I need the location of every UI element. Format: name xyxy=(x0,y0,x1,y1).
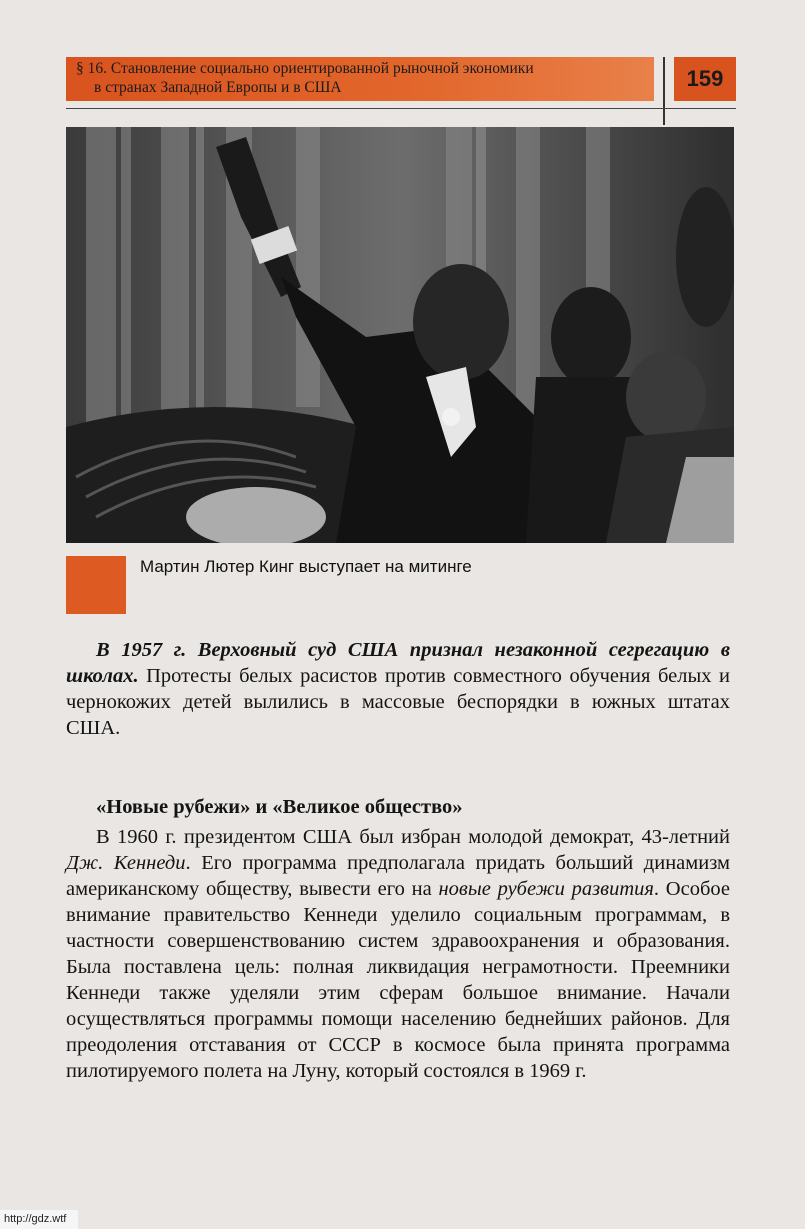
watermark-link[interactable]: http://gdz.wtf xyxy=(0,1210,78,1229)
paragraph-kennedy-part-c: . Особое внимание правительство Кеннеди уделило социальным программам, в частности совершенствованию систем здравоохранения и образования. Была поставлена цель: полная ликвидация неграмотности. Преемники Кеннеди также уделяли этим сферам большое внимание. Начали осуществляться программы помощи населению беднейших районов. Для преодоления отставания от СССР в космосе была принята программа пилотируемого полета на Луну, который состоялся в 1969 г. xyxy=(66,878,730,1082)
new-frontier-term: новые рубежи развития xyxy=(438,878,654,900)
caption-accent xyxy=(66,556,126,614)
paragraph-segregation-emphasis: В 1957 г. Верховный суд США признал незаконной сегрегацию в школах. xyxy=(66,639,730,687)
kennedy-name: Дж. Кеннеди xyxy=(66,852,186,874)
paragraph-kennedy-part-a: В 1960 г. президентом США был избран молодой демократ, 43-летний xyxy=(96,826,730,848)
page-number: 159 xyxy=(686,66,724,91)
paragraph-kennedy-part-b: . Его программа предполагала придать больший динамизм американскому обществу, вывести его на xyxy=(66,852,730,900)
paragraph-segregation xyxy=(66,637,730,741)
section-heading: «Новые рубежи» и «Великое общество» xyxy=(96,796,463,818)
section-title-line1: § 16. Становление социально ориентированной рыночной экономики xyxy=(76,60,534,77)
section-title xyxy=(76,59,636,97)
paragraph-segregation-body: Протесты белых расистов против совместного обучения белых и чернокожих детей вылились в массовые беспорядки в южных штатах США. xyxy=(66,665,730,739)
photo-martin-luther-king xyxy=(66,127,734,543)
photo-caption: Мартин Лютер Кинг выступает на митинге xyxy=(140,557,472,576)
section-title-line2: в странах Западной Европы и в США xyxy=(94,79,342,96)
header-divider-horizontal xyxy=(66,108,736,109)
paragraph-kennedy xyxy=(66,824,730,1084)
header-divider-vertical xyxy=(663,57,665,125)
